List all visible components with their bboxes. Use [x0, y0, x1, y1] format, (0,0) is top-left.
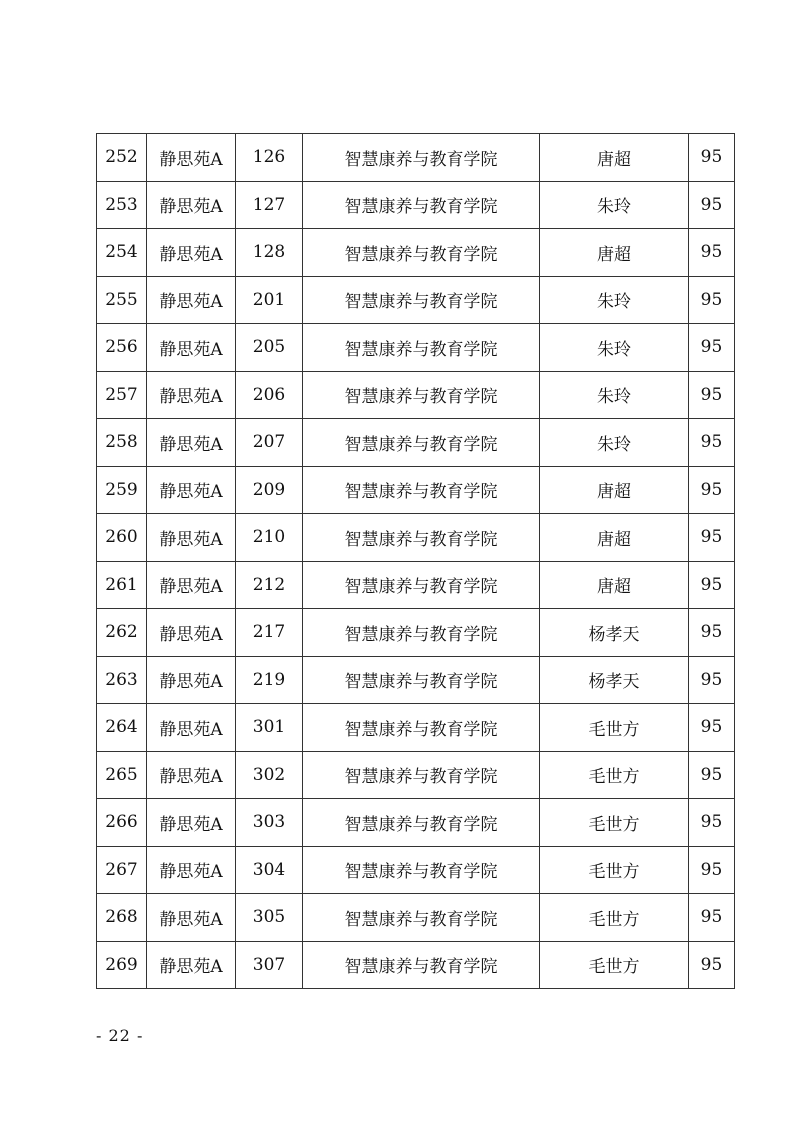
room-cell: 126 [236, 134, 303, 182]
score-cell: 95 [689, 229, 735, 277]
score-cell: 95 [689, 846, 735, 894]
college-cell: 智慧康养与教育学院 [303, 561, 540, 609]
table-row [97, 704, 735, 752]
table-row [97, 134, 735, 182]
college-cell: 智慧康养与教育学院 [303, 799, 540, 847]
inspector-cell: 唐超 [540, 514, 689, 562]
room-cell: 302 [236, 751, 303, 799]
row-index-cell: 258 [97, 419, 147, 467]
row-index-cell: 254 [97, 229, 147, 277]
inspector-cell: 毛世方 [540, 894, 689, 942]
inspector-cell: 朱玲 [540, 419, 689, 467]
room-cell: 212 [236, 561, 303, 609]
table-row [97, 466, 735, 514]
score-cell: 95 [689, 656, 735, 704]
row-index-cell: 252 [97, 134, 147, 182]
inspector-cell: 唐超 [540, 466, 689, 514]
building-cell: 静思苑A [147, 751, 236, 799]
room-cell: 307 [236, 941, 303, 989]
table-row [97, 276, 735, 324]
table-row [97, 751, 735, 799]
college-cell: 智慧康养与教育学院 [303, 704, 540, 752]
college-cell: 智慧康养与教育学院 [303, 276, 540, 324]
row-index-cell: 267 [97, 846, 147, 894]
building-cell: 静思苑A [147, 656, 236, 704]
table-row [97, 561, 735, 609]
score-cell: 95 [689, 419, 735, 467]
building-cell: 静思苑A [147, 941, 236, 989]
table-row [97, 846, 735, 894]
row-index-cell: 253 [97, 181, 147, 229]
college-cell: 智慧康养与教育学院 [303, 609, 540, 657]
college-cell: 智慧康养与教育学院 [303, 514, 540, 562]
row-index-cell: 261 [97, 561, 147, 609]
row-index-cell: 263 [97, 656, 147, 704]
college-cell: 智慧康养与教育学院 [303, 181, 540, 229]
row-index-cell: 264 [97, 704, 147, 752]
table-row [97, 371, 735, 419]
row-index-cell: 260 [97, 514, 147, 562]
score-cell: 95 [689, 371, 735, 419]
inspector-cell: 朱玲 [540, 324, 689, 372]
table-row [97, 181, 735, 229]
score-cell: 95 [689, 466, 735, 514]
records-table [96, 133, 735, 989]
room-cell: 128 [236, 229, 303, 277]
building-cell: 静思苑A [147, 134, 236, 182]
building-cell: 静思苑A [147, 419, 236, 467]
records-table-body [97, 134, 735, 989]
college-cell: 智慧康养与教育学院 [303, 894, 540, 942]
building-cell: 静思苑A [147, 229, 236, 277]
row-index-cell: 265 [97, 751, 147, 799]
college-cell: 智慧康养与教育学院 [303, 751, 540, 799]
building-cell: 静思苑A [147, 704, 236, 752]
score-cell: 95 [689, 514, 735, 562]
table-row [97, 609, 735, 657]
building-cell: 静思苑A [147, 799, 236, 847]
score-cell: 95 [689, 324, 735, 372]
inspector-cell: 朱玲 [540, 276, 689, 324]
table-row [97, 324, 735, 372]
inspector-cell: 毛世方 [540, 751, 689, 799]
score-cell: 95 [689, 799, 735, 847]
row-index-cell: 257 [97, 371, 147, 419]
room-cell: 210 [236, 514, 303, 562]
building-cell: 静思苑A [147, 181, 236, 229]
college-cell: 智慧康养与教育学院 [303, 419, 540, 467]
table-row [97, 656, 735, 704]
table-row [97, 229, 735, 277]
building-cell: 静思苑A [147, 276, 236, 324]
building-cell: 静思苑A [147, 514, 236, 562]
table-row [97, 941, 735, 989]
building-cell: 静思苑A [147, 466, 236, 514]
college-cell: 智慧康养与教育学院 [303, 941, 540, 989]
inspector-cell: 杨孝天 [540, 609, 689, 657]
score-cell: 95 [689, 561, 735, 609]
room-cell: 304 [236, 846, 303, 894]
building-cell: 静思苑A [147, 894, 236, 942]
score-cell: 95 [689, 704, 735, 752]
row-index-cell: 255 [97, 276, 147, 324]
score-cell: 95 [689, 134, 735, 182]
row-index-cell: 269 [97, 941, 147, 989]
inspector-cell: 毛世方 [540, 941, 689, 989]
room-cell: 206 [236, 371, 303, 419]
inspector-cell: 朱玲 [540, 181, 689, 229]
college-cell: 智慧康养与教育学院 [303, 846, 540, 894]
score-cell: 95 [689, 181, 735, 229]
room-cell: 305 [236, 894, 303, 942]
college-cell: 智慧康养与教育学院 [303, 656, 540, 704]
college-cell: 智慧康养与教育学院 [303, 324, 540, 372]
room-cell: 209 [236, 466, 303, 514]
room-cell: 201 [236, 276, 303, 324]
college-cell: 智慧康养与教育学院 [303, 229, 540, 277]
building-cell: 静思苑A [147, 846, 236, 894]
table-row [97, 799, 735, 847]
score-cell: 95 [689, 751, 735, 799]
building-cell: 静思苑A [147, 371, 236, 419]
building-cell: 静思苑A [147, 609, 236, 657]
row-index-cell: 259 [97, 466, 147, 514]
room-cell: 219 [236, 656, 303, 704]
table-row [97, 894, 735, 942]
inspector-cell: 唐超 [540, 134, 689, 182]
room-cell: 303 [236, 799, 303, 847]
inspector-cell: 朱玲 [540, 371, 689, 419]
college-cell: 智慧康养与教育学院 [303, 134, 540, 182]
row-index-cell: 262 [97, 609, 147, 657]
inspector-cell: 毛世方 [540, 704, 689, 752]
inspector-cell: 唐超 [540, 561, 689, 609]
inspector-cell: 毛世方 [540, 799, 689, 847]
row-index-cell: 256 [97, 324, 147, 372]
row-index-cell: 268 [97, 894, 147, 942]
score-cell: 95 [689, 894, 735, 942]
page-number: - 22 - [96, 1026, 144, 1045]
building-cell: 静思苑A [147, 561, 236, 609]
inspector-cell: 杨孝天 [540, 656, 689, 704]
building-cell: 静思苑A [147, 324, 236, 372]
inspector-cell: 唐超 [540, 229, 689, 277]
score-cell: 95 [689, 609, 735, 657]
room-cell: 127 [236, 181, 303, 229]
college-cell: 智慧康养与教育学院 [303, 466, 540, 514]
room-cell: 207 [236, 419, 303, 467]
table-row [97, 514, 735, 562]
table-row [97, 419, 735, 467]
room-cell: 301 [236, 704, 303, 752]
college-cell: 智慧康养与教育学院 [303, 371, 540, 419]
inspector-cell: 毛世方 [540, 846, 689, 894]
room-cell: 217 [236, 609, 303, 657]
score-cell: 95 [689, 276, 735, 324]
room-cell: 205 [236, 324, 303, 372]
row-index-cell: 266 [97, 799, 147, 847]
score-cell: 95 [689, 941, 735, 989]
